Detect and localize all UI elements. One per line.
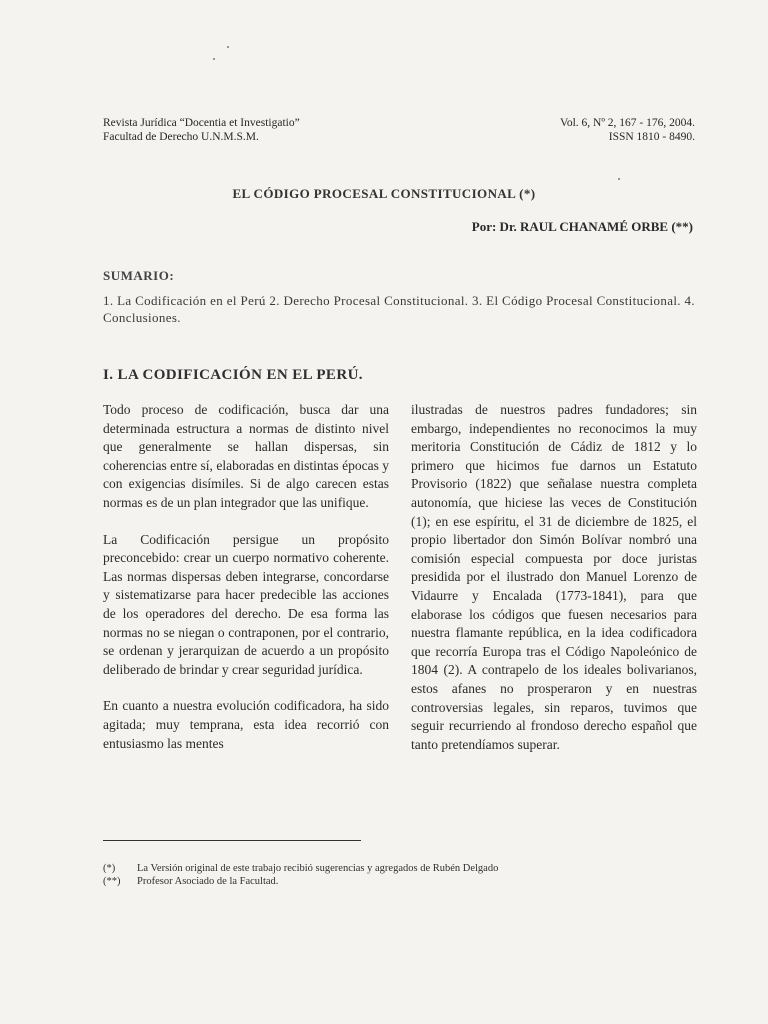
faculty-name: Facultad de Derecho U.N.M.S.M.: [103, 131, 259, 143]
summary-heading: SUMARIO:: [103, 268, 175, 283]
footnote-divider: [103, 840, 361, 841]
section-heading: I. LA CODIFICACIÓN EN EL PERÚ.: [103, 367, 363, 383]
footnotes: [103, 862, 498, 888]
paragraph: ilustradas de nuestros padres fundadores; sin embargo, independientes no reconocimos la muy meritoria Constitución de Cádiz de 1812 y lo primero que hicimos fue darnos un Estatuto Provisorio (1822) que señalase nuestra completa autonomía, que hiciese las veces de Constitución (1); en ese espíritu, el 31 de diciembre de 1825, el propio libertador don Simón Bolívar nombró una comisión especial compuesta por doce juristas presidida por el ilustrado don Manuel Lorenzo de Vidaurre y Encalada (1773-1841), para que elaborase los códigos que fuesen necesarios para nuestra flamante república, en la idea codificadora que recorría Europa tras el Código Napoleónico de 1804 (2). A contrapelo de los ideales bolivarianos, estos afanes no prosperaron y en nuestras controversias legales, sin reparos, tuvimos que seguir recurriendo al frondoso derecho español que tanto pretendíamos superar.: [411, 402, 697, 752]
paragraph: La Codificación persigue un propósito preconcebido: crear un cuerpo normativo coherente. Las normas dispersas deben integrarse, concordarse y sistematizarse para hacer predecible las acciones de los operadores del derecho. De esa forma las normas no se niegan o contraponen, por el contrario, se ordenan y jerarquizan de acuerdo a un propósito deliberado de brindar y crear seguridad jurídica.: [103, 531, 389, 677]
journal-name: Revista Jurídica “Docentia et Investigatio”: [103, 117, 300, 129]
article-author: Por: Dr. RAUL CHANAMÉ ORBE (**): [471, 219, 693, 234]
footnote: [103, 875, 498, 888]
right-column: [411, 401, 697, 772]
volume-header: [560, 116, 695, 144]
footnote-text: Profesor Asociado de la Facultad.: [137, 876, 279, 887]
left-column: [103, 401, 389, 771]
scan-speck: [618, 178, 620, 180]
paragraph: Todo proceso de codificación, busca dar una determinada estructura a normas de distinto nivel que generalmente se hallan dispersas, sin coherencias entre sí, elaboradas en distintas épocas y con exigencias disímiles. Si de algo carecen estas normas es de un plan integrador que las unifique.: [103, 402, 389, 510]
footnote-mark: (**): [103, 876, 121, 887]
summary-text: 1. La Codificación en el Perú 2. Derecho Procesal Constitucional. 3. El Código Procesal Constitucional. 4. Conclusiones.: [103, 293, 695, 325]
scan-speck: [213, 58, 215, 60]
volume-info: Vol. 6, Nº 2, 167 - 176, 2004.: [560, 117, 695, 129]
journal-header: [103, 116, 300, 144]
footnote-mark: (*): [103, 863, 116, 874]
paragraph: En cuanto a nuestra evolución codificadora, ha sido agitada; muy temprana, esta idea recorrió con entusiasmo las mentes: [103, 698, 389, 751]
footnote-text: La Versión original de este trabajo recibió sugerencias y agregados de Rubén Delgado: [137, 863, 499, 874]
article-title: EL CÓDIGO PROCESAL CONSTITUCIONAL (*): [232, 186, 536, 201]
scan-speck: [227, 46, 229, 48]
footnote: [103, 862, 498, 875]
issn-info: ISSN 1810 - 8490.: [608, 131, 695, 143]
